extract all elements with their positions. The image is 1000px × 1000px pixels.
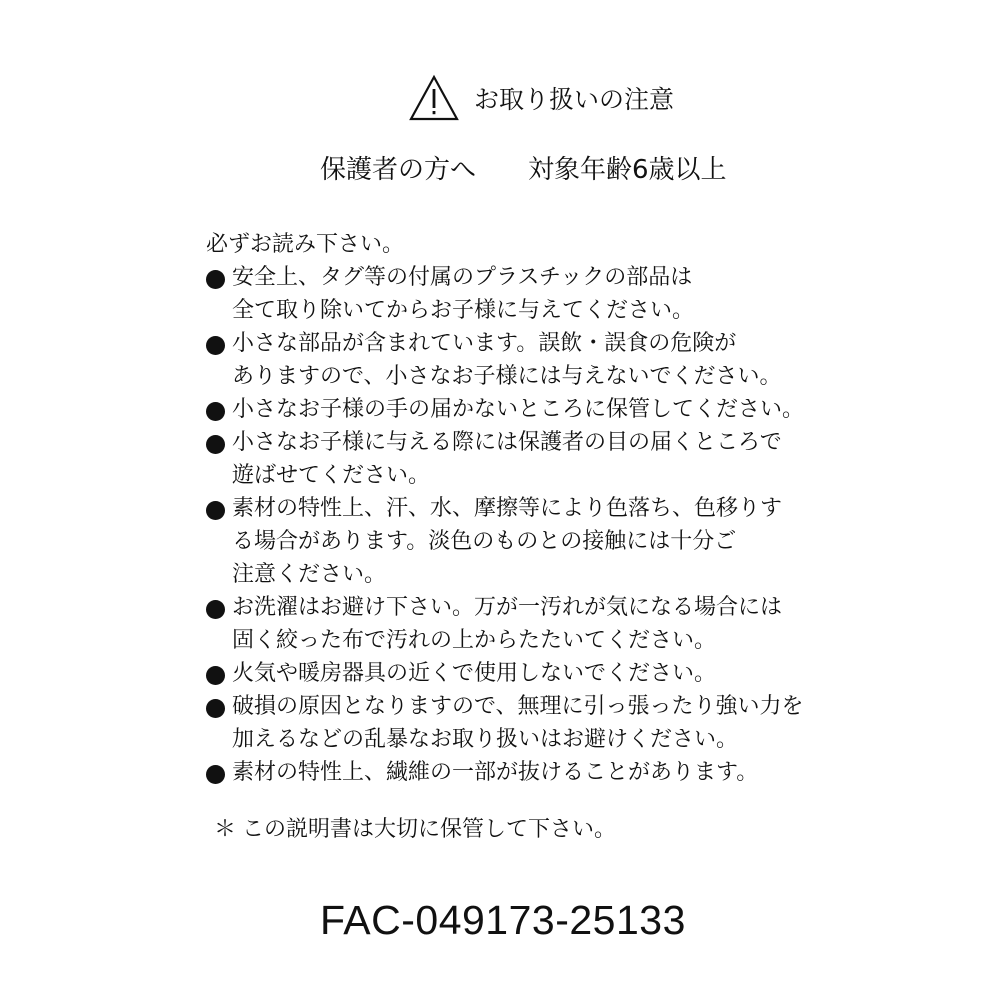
list-item-line: 素材の特性上、汗、水、摩擦等により色落ち、色移りす	[232, 496, 783, 521]
intro-text: 必ずお読み下さい。	[206, 232, 405, 257]
bullet-dot-icon	[206, 435, 225, 454]
list-item-line: 素材の特性上、繊維の一部が抜けることがあります。	[232, 760, 759, 785]
list-item-line: 火気や暖房器具の近くで使用しないでください。	[232, 661, 717, 686]
list-item-line: 安全上、タグ等の付属のプラスチックの部品は	[232, 265, 693, 290]
warning-triangle-icon	[408, 74, 460, 122]
list-item	[206, 591, 846, 657]
list-item-line: 注意ください。	[232, 562, 387, 587]
warning-header	[408, 72, 674, 124]
list-item-line: る場合があります。淡色のものとの接触には十分ご	[232, 529, 737, 554]
list-item	[206, 690, 846, 756]
list-item	[206, 393, 846, 426]
bullet-dot-icon	[206, 666, 225, 685]
caution-list	[206, 261, 846, 789]
list-item-line: 小さなお子様の手の届かないところに保管してください。	[232, 397, 805, 422]
bullet-dot-icon	[206, 270, 225, 289]
bullet-dot-icon	[206, 600, 225, 619]
list-item-line: 遊ばせてください。	[232, 463, 431, 488]
bullet-dot-icon	[206, 765, 225, 784]
footnote	[214, 813, 616, 847]
list-item	[206, 756, 846, 789]
bullet-dot-icon	[206, 501, 225, 520]
bullet-dot-icon	[206, 402, 225, 421]
list-item	[206, 327, 846, 393]
list-item-line: 小さなお子様に与える際には保護者の目の届くところで	[232, 430, 782, 455]
footnote-text: この説明書は大切に保管して下さい。	[242, 817, 617, 842]
list-item-line: 全て取り除いてからお子様に与えてください。	[232, 298, 695, 323]
product-code: FAC-049173-25133	[320, 897, 686, 943]
list-item-line: 加えるなどの乱暴なお取り扱いはお避けください。	[232, 727, 739, 752]
list-item-line: 破損の原因となりますので、無理に引っ張ったり強い力を	[232, 694, 804, 719]
list-item	[206, 261, 846, 327]
list-item	[206, 492, 846, 591]
list-item-line: ありますので、小さなお子様には与えないでください。	[232, 364, 782, 389]
list-item-line: 固く絞った布で汚れの上からたたいてください。	[232, 628, 717, 653]
bullet-dot-icon	[206, 336, 225, 355]
list-item	[206, 426, 846, 492]
asterisk-mark: ＊	[214, 817, 237, 842]
page-title: お取り扱いの注意	[474, 85, 675, 114]
bullet-dot-icon	[206, 699, 225, 718]
caution-body	[206, 228, 846, 789]
age-label: 対象年齢6歳以上	[528, 155, 727, 185]
list-item	[206, 657, 846, 690]
list-item-line: お洗濯はお避け下さい。万が一汚れが気になる場合には	[232, 595, 783, 620]
audience-label: 保護者の方へ	[320, 155, 477, 185]
list-item-line: 小さな部品が含まれています。誤飲・誤食の危険が	[232, 331, 737, 356]
